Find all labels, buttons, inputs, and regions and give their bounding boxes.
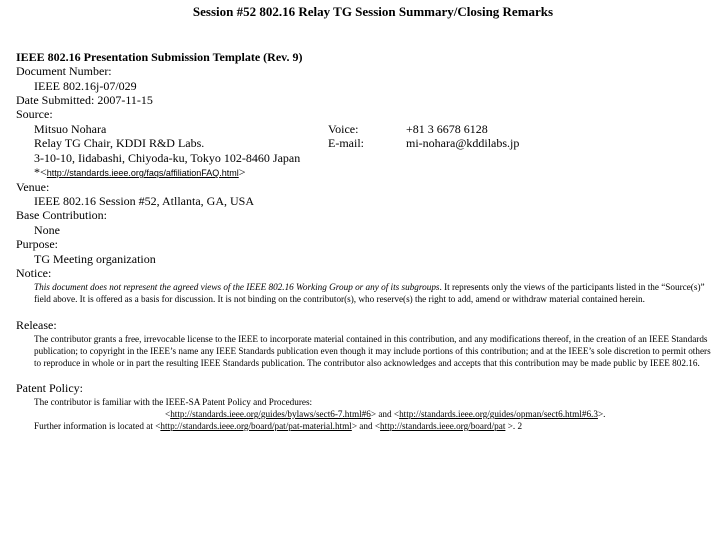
patent-policy-label: Patent Policy: <box>16 381 83 395</box>
venue-label: Venue: <box>16 180 50 194</box>
footnote-suffix: > <box>238 165 246 179</box>
patent-links-line <box>165 408 605 420</box>
purpose-label: Purpose: <box>16 237 58 251</box>
date-submitted: Date Submitted: 2007-11-15 <box>16 93 153 107</box>
source-affiliation: Relay TG Chair, KDDI R&D Labs. <box>34 136 205 150</box>
board-pat-link[interactable]: http://standards.ieee.org/board/pat <box>380 421 506 431</box>
voice-number: +81 3 6678 6128 <box>406 122 488 136</box>
purpose: TG Meeting organization <box>34 252 156 266</box>
email-label: E-mail: <box>328 136 364 150</box>
notice-text <box>34 281 706 305</box>
email-address: mi-nohara@kddilabs.jp <box>406 136 520 150</box>
doc-number: IEEE 802.16j-07/029 <box>34 79 137 93</box>
footnote-prefix: *< <box>34 165 47 179</box>
base-contribution-label: Base Contribution: <box>16 208 107 222</box>
bylaws-link[interactable]: http://standards.ieee.org/guides/bylaws/sect6-7.html#6 <box>170 409 371 419</box>
further-info-mid: > and < <box>351 421 381 431</box>
notice-rest-text: . It represents only the views of the participants listed in the “Source(s)” field above. It is offered as a basis for discussion. It is not binding on the contributor(s), who reserve(s) the right to add, amend or withdraw material contained herein. <box>34 282 705 304</box>
source-label: Source: <box>16 107 53 121</box>
further-info-suffix: >. 2 <box>505 421 523 431</box>
notice-label: Notice: <box>16 266 52 280</box>
patent-intro: The contributor is familiar with the IEEE-SA Patent Policy and Procedures: <box>34 397 313 407</box>
patent-links-mid: > and < <box>370 409 400 419</box>
venue: IEEE 802.16 Session #52, Atllanta, GA, USA <box>34 194 254 208</box>
patent-links-prefix: < <box>165 409 171 419</box>
template-heading: IEEE 802.16 Presentation Submission Template (Rev. 9) <box>16 50 303 64</box>
further-info-prefix: Further information is located at < <box>34 421 161 431</box>
doc-number-label: Document Number: <box>16 64 112 78</box>
source-name: Mitsuo Nohara <box>34 122 107 136</box>
patent-links-suffix: >. <box>597 409 606 419</box>
opman-link[interactable]: http://standards.ieee.org/guides/opman/sect6.html#6.3 <box>399 409 598 419</box>
release-label: Release: <box>16 318 57 332</box>
affiliation-footnote <box>34 165 246 180</box>
slide-title: Session #52 802.16 Relay TG Session Summary/Closing Remarks <box>192 4 554 19</box>
base-contribution: None <box>34 223 60 237</box>
source-address: 3-10-10, Iidabashi, Chiyoda-ku, Tokyo 102-8460 Japan <box>34 151 301 165</box>
further-info-line <box>34 420 522 432</box>
release-text: The contributor grants a free, irrevocable license to the IEEE to incorporate material contained in this contribution, and any modifications thereof, in the creation of an IEEE Standards publication; to copyright in the IEEE’s name any IEEE Standards publication even though it may include portions of this contribution; and at the IEEE’s sole discretion to permit others to reproduce in whole or in part the resulting IEEE Standards publication. The contributor also acknowledges and accepts that this contribution may be made public by IEEE 802.16. <box>34 334 711 368</box>
affiliation-faq-link[interactable]: http://standards.ieee.org/faqs/affiliationFAQ.html <box>46 168 239 178</box>
voice-label: Voice: <box>328 122 359 136</box>
notice-italic-text: This document does not represent the agreed views of the IEEE 802.16 Working Group or any of its subgroups <box>34 282 440 292</box>
pat-material-link[interactable]: http://standards.ieee.org/board/pat/pat-material.html <box>160 421 352 431</box>
